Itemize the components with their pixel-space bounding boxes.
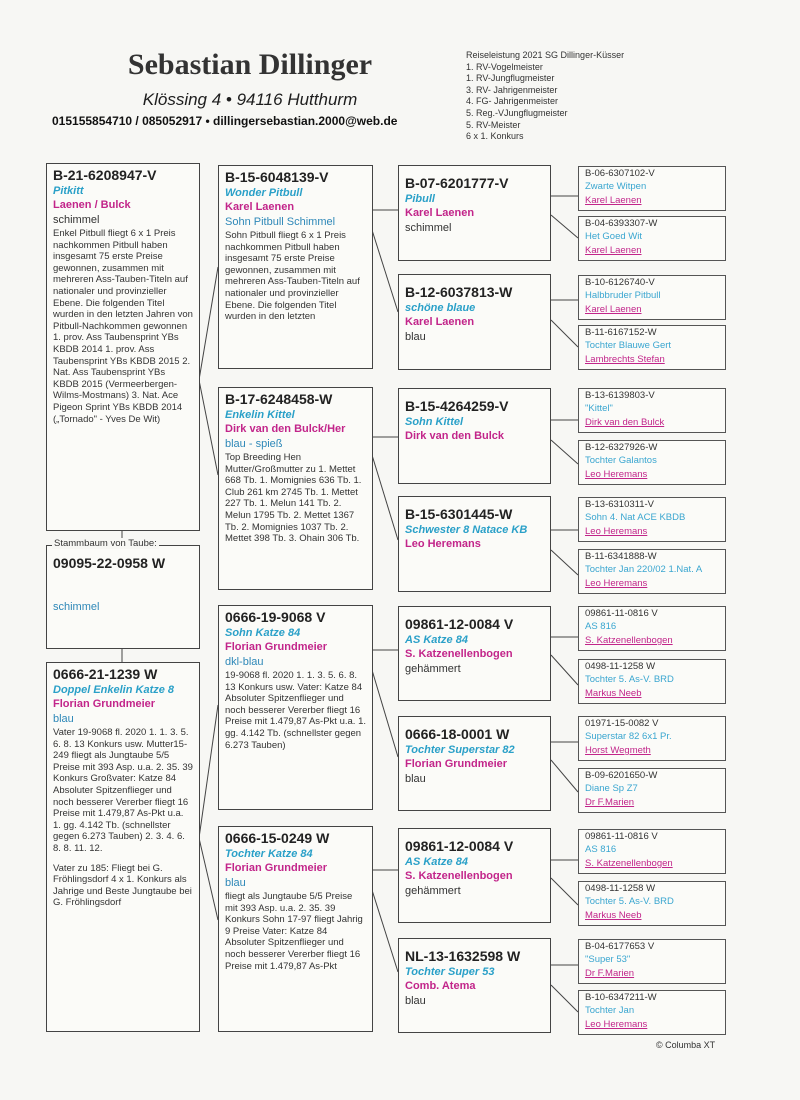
color-label: blau — [405, 773, 426, 785]
breeder-label: Dr F.Marien — [585, 968, 635, 979]
breeder-label: Leo Heremans — [405, 538, 481, 550]
pigeon-description: fliegt als Jungtaube 5/5 Preise mit 393 Asp. u.a. 2. 35. 39 Konkurs Sohn 17-97 fliegt Jahrig 9 Preise Vater: Katze 84 Absoluter Spitzenflieger und noch besserer Vererber fliegt 16 Preise mit 1.479,87 As-Pkt — [225, 891, 363, 972]
ancestor-card[interactable] — [578, 768, 726, 813]
pigeon-name: Schwester 8 Natace KB — [405, 524, 528, 536]
color-label: blau — [405, 331, 426, 343]
breeder-label: Markus Neeb — [585, 910, 642, 921]
ancestor-card[interactable] — [578, 440, 726, 485]
breeder-label: Florian Grundmeier — [53, 698, 156, 710]
pigeon-name: AS 816 — [585, 621, 617, 632]
pigeon-name: Sohn Kittel — [405, 416, 464, 428]
performance-title: Reiseleistung 2021 SG Dillinger-Küsser — [466, 50, 625, 60]
color-label: gehämmert — [405, 663, 461, 675]
breeder-contact: 015155854710 / 085052917 • dillingersebastian.2000@web.de — [52, 114, 398, 128]
ancestor-card[interactable] — [578, 881, 726, 926]
ring-number: B-07-6201777-V — [405, 175, 509, 191]
pigeon-name: AS Katze 84 — [405, 634, 468, 646]
breeder-label: S. Katzenellenbogen — [405, 870, 513, 882]
pigeon-name: AS Katze 84 — [405, 856, 468, 868]
ring-number: B-21-6208947-V — [53, 167, 157, 183]
ring-number: 0498-11-1258 W — [585, 883, 656, 894]
breeder-label: Karel Laenen — [585, 304, 642, 315]
breeder-label: Karel Laenen — [405, 316, 475, 328]
color-label: Sohn Pitbull Schimmel — [225, 216, 336, 228]
breeder-label: Leo Heremans — [585, 526, 648, 537]
performance-item: 4. FG- Jahrigenmeister — [466, 96, 559, 107]
breeder-label: Karel Laenen — [225, 201, 295, 213]
breeder-label: S. Katzenellenbogen — [585, 858, 673, 869]
ring-number: 0666-19-9068 V — [225, 609, 326, 625]
ring-number: B-11-6167152-W — [585, 327, 657, 338]
pigeon-name: Sohn 4. Nat ACE KBDB — [585, 512, 686, 523]
great-grandparent-card[interactable] — [398, 496, 551, 592]
ancestor-card[interactable] — [578, 388, 726, 433]
ring-number: B-12-6327926-W — [585, 442, 658, 453]
pigeon-name: AS 816 — [585, 844, 617, 855]
subject-card[interactable] — [46, 545, 200, 649]
ancestor-card[interactable] — [578, 216, 726, 261]
pigeon-name: Tochter Katze 84 — [225, 848, 313, 860]
breeder-name: Sebastian Dillinger — [127, 48, 373, 81]
pigeon-description: Top Breeding Hen Mutter/Großmutter zu 1. Mettet 668 Tb. 1. Momignies 636 Tb. 1. Club 261 km 2745 Tb. 1. Mettet 227 Tb. 1. Melun 141 Tb. 2. Melun 1795 Tb. 2. Mettet 1367 Tb. 2. Momignies 1037 Tb. 2. Mettet 398 Tb. 3. Ohain 306 Tb. — [225, 452, 362, 545]
grandparent-card[interactable] — [218, 165, 373, 369]
ring-number: B-11-6341888-W — [585, 551, 657, 562]
ring-number: B-04-6393307-W — [585, 218, 658, 229]
breeder-label: Florian Grundmeier — [225, 641, 328, 653]
ring-number: B-13-6139803-V — [585, 390, 655, 401]
breeder-label: S. Katzenellenbogen — [405, 648, 513, 660]
pigeon-name: Tochter Super 53 — [405, 966, 495, 978]
ring-number: B-06-6307102-V — [585, 168, 655, 179]
ring-number: B-15-6301445-W — [405, 506, 513, 522]
color-label: schimmel — [53, 601, 100, 613]
pigeon-name: Doppel Enkelin Katze 8 — [53, 684, 175, 696]
breeder-label: Dr F.Marien — [585, 797, 635, 808]
pigeon-description-extra: Vater zu 185: Fliegt bei G. Fröhlingsdorf 4 x 1. Konkurs als Jahrige und Beste Jungtaube bei G. Fröhlingsdorf — [53, 862, 192, 909]
sire-card[interactable] — [46, 163, 200, 531]
ring-number: B-17-6248458-W — [225, 391, 333, 407]
color-label: blau — [53, 713, 74, 725]
breeder-label: Horst Wegmeth — [585, 745, 651, 756]
pigeon-name: Enkelin Kittel — [225, 409, 295, 421]
color-label: blau — [225, 877, 246, 889]
ring-number: 0666-18-0001 W — [405, 726, 510, 742]
color-label: blau — [405, 995, 426, 1007]
ring-number: NL-13-1632598 W — [405, 948, 521, 964]
pigeon-name: Sohn Katze 84 — [225, 627, 301, 639]
breeder-address: Klössing 4 • 94116 Hutthurm — [142, 90, 358, 109]
ring-number: B-04-6177653 V — [585, 941, 655, 952]
breeder-label: Lambrechts Stefan — [585, 354, 665, 365]
pigeon-name: Tochter 5. As-V. BRD — [585, 674, 674, 685]
breeder-label: Leo Heremans — [585, 578, 648, 589]
ancestor-card[interactable] — [578, 166, 726, 211]
ancestor-card[interactable] — [578, 659, 726, 704]
ring-number: B-10-6347211-W — [585, 992, 657, 1003]
ancestor-card[interactable] — [578, 939, 726, 984]
ancestor-card[interactable] — [578, 275, 726, 320]
ring-number: 0498-11-1258 W — [585, 661, 656, 672]
breeder-label: Karel Laenen — [585, 195, 642, 206]
ring-number: 09861-12-0084 V — [405, 838, 514, 854]
ring-number: 09095-22-0958 W — [53, 555, 166, 571]
ring-number: 0666-15-0249 W — [225, 830, 330, 846]
ancestor-card[interactable] — [578, 829, 726, 874]
breeder-label: Florian Grundmeier — [405, 758, 508, 770]
grandparent-card[interactable] — [218, 605, 373, 810]
performance-item: 1. RV-Vogelmeister — [466, 61, 543, 72]
ring-number: B-12-6037813-W — [405, 284, 513, 300]
pigeon-name: Diane Sp Z7 — [585, 783, 638, 794]
pigeon-name: "Kittel" — [585, 403, 613, 414]
great-grandparent-card[interactable] — [398, 606, 551, 701]
pigeon-name: schöne blaue — [405, 302, 476, 314]
pigeon-name: Tochter Jan — [585, 1005, 635, 1016]
breeder-label: Karel Laenen — [405, 207, 475, 219]
performance-item: 6 x 1. Konkurs — [466, 131, 524, 142]
pigeon-name: Tochter Galantos — [585, 455, 657, 466]
ring-number: B-10-6126740-V — [585, 277, 655, 288]
color-label: dkl-blau — [225, 656, 264, 668]
ring-number: 09861-12-0084 V — [405, 616, 514, 632]
breeder-label: Markus Neeb — [585, 688, 642, 699]
ring-number: 09861-11-0816 V — [585, 608, 658, 619]
breeder-label: Dirk van den Bulck — [405, 430, 505, 442]
pigeon-description: 19-9068 fl. 2020 1. 1. 3. 5. 6. 8. 13 Konkurs usw. Vater: Katze 84 Absoluter Spitzenflieger und noch besserer Vererber fliegt 16 Preise mit 1.479,87 As-Pkt u.a. 1. gg. 4.142 Tb. (schnellster gegen 6.273 Tauben) — [225, 670, 366, 751]
pigeon-name: Halbbruder Pitbull — [585, 290, 661, 301]
color-label: schimmel — [53, 214, 100, 226]
great-grandparent-card[interactable] — [398, 716, 551, 811]
great-grandparent-card[interactable] — [398, 828, 551, 923]
pigeon-name: "Super 53" — [585, 954, 631, 965]
pigeon-description: Sohn Pitbull fliegt 6 x 1 Preis nachkommen Pitbull haben insgesamt 75 erste Preise gewonnen, zusammen mit mehreren Ass-Tauben-Titeln auf nationaler und provinzieller Ebene. Die folgenden Titel wurden in den letzten — [225, 230, 360, 323]
performance-item: 1. RV-Jungflugmeister — [466, 73, 555, 84]
great-grandparent-card[interactable] — [398, 938, 551, 1033]
ring-number: B-15-6048139-V — [225, 169, 329, 185]
ancestor-card[interactable] — [578, 497, 726, 542]
ancestor-card[interactable] — [578, 716, 726, 761]
pigeon-name: Pitkitt — [53, 185, 84, 197]
pigeon-name: Het Goed Wit — [585, 231, 643, 242]
breeder-label: Leo Heremans — [585, 1019, 648, 1030]
pigeon-description: Vater 19-9068 fl. 2020 1. 1. 3. 5. 6. 8. 13 Konkurs usw. Mutter15-249 fliegt als Jungtaube 5/5 Preise mit 393 Asp. u.a. 2. 35. 39 Konkurs Großvater: Katze 84 Absoluter Spitzenflieger und noch besserer Vererber fliegt 16 Preise mit 1.479,87 As-Pkt u.a. 1. gg. 4.142 Tb. (schnellster gegen 6.273 Tauben) 2. 3. 4. 6. 8. 8. 11. 12. — [53, 727, 193, 854]
breeder-label: Comb. Atema — [405, 980, 476, 992]
pigeon-name: Wonder Pitbull — [225, 187, 303, 199]
copyright-notice: © Columba XT — [656, 1040, 716, 1050]
pigeon-name: Tochter Jan 220/02 1.Nat. A — [585, 564, 703, 575]
performance-item: 3. RV- Jahrigenmeister — [466, 84, 558, 95]
great-grandparent-card[interactable] — [398, 165, 551, 261]
pigeon-name: Pibull — [405, 193, 435, 205]
grandparent-card[interactable] — [218, 826, 373, 1032]
dam-card[interactable] — [46, 662, 200, 1032]
pigeon-name: Tochter Blauwe Gert — [585, 340, 672, 351]
pigeon-description: Enkel Pitbull fliegt 6 x 1 Preis nachkommen Pitbull haben insgesamt 75 erste Preise gewonnen, zusammen mit mehreren Ass-Tauben-Titeln auf nationaler und provinzieller Ebene. Die folgenden Titel wurden in den letzten Jahren von Pitbull-Nachkommen gewonnen 1. prov. Ass Taubensprint YBs KBDB 2014 1. prov. Ass Taubensprint YBs KBDB 2015 2. Nat. Ass Taubensprint YBs KBDB 2015 (Vermeerbergen-Wilms-Mostmans) 3. Nat. Ace Pigeon Sprint YBs KBDB 2014 („Tornado" - Yves De Wit) — [53, 228, 193, 425]
breeder-label: Dirk van den Bulck/Her — [225, 423, 346, 435]
color-label: gehämmert — [405, 885, 461, 897]
breeder-label: Karel Laenen — [585, 245, 642, 256]
color-label: blau - spieß — [225, 438, 283, 450]
pigeon-name: Zwarte Witpen — [585, 181, 647, 192]
breeder-label: Dirk van den Bulck — [585, 417, 665, 428]
pigeon-name: Superstar 82 6x1 Pr. — [585, 731, 672, 742]
ring-number: B-09-6201650-W — [585, 770, 658, 781]
ring-number: 01971-15-0082 V — [585, 718, 659, 729]
ancestor-card[interactable] — [578, 606, 726, 651]
color-label: schimmel — [405, 222, 452, 234]
breeder-label: Laenen / Bulck — [53, 199, 131, 211]
ancestor-card[interactable] — [578, 325, 726, 370]
ring-number: 09861-11-0816 V — [585, 831, 658, 842]
ancestor-card[interactable] — [578, 990, 726, 1035]
breeder-label: Leo Heremans — [585, 469, 648, 480]
great-grandparent-card[interactable] — [398, 388, 551, 484]
great-grandparent-card[interactable] — [398, 274, 551, 370]
ancestor-card[interactable] — [578, 549, 726, 594]
ring-number: 0666-21-1239 W — [53, 666, 158, 682]
performance-item: 5. RV-Meister — [466, 119, 521, 130]
stammbaum-label: Stammbaum von Taube: — [54, 538, 157, 549]
pigeon-name: Tochter 5. As-V. BRD — [585, 896, 674, 907]
pigeon-name: Tochter Superstar 82 — [405, 744, 515, 756]
breeder-label: S. Katzenellenbogen — [585, 635, 673, 646]
grandparent-card[interactable] — [218, 387, 373, 590]
ring-number: B-13-6310311-V — [585, 499, 655, 510]
ring-number: B-15-4264259-V — [405, 398, 509, 414]
performance-item: 5. Reg.-VJungflugmeister — [466, 107, 568, 118]
breeder-label: Florian Grundmeier — [225, 862, 328, 874]
